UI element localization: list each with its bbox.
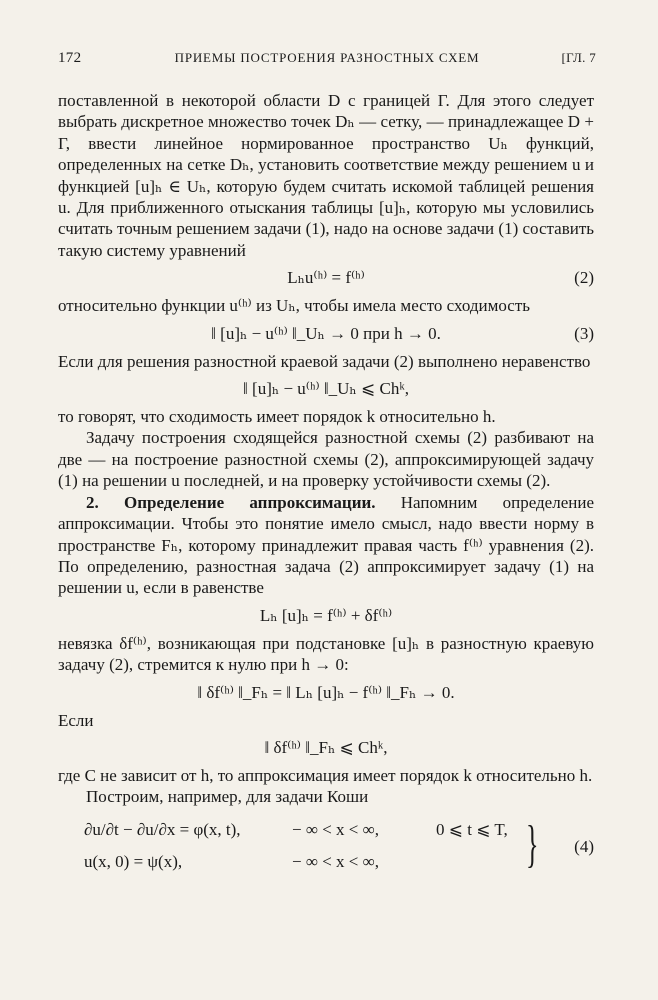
system-row-2-x-range: − ∞ < x < ∞, <box>292 851 380 871</box>
paragraph-9: где C не зависит от h, то аппроксимация имеет порядок k относительно h. <box>58 765 593 785</box>
paragraph-10: Построим, например, для задачи Коши <box>86 787 369 807</box>
paragraph-7: невязка δf⁽ʰ⁾, возникающая при подстановке [u]ₕ в разностную краевую задачу (2), стремится к нулю при h → 0: <box>58 633 594 675</box>
system-row-1-t-range: 0 ⩽ t ⩽ T, <box>436 819 508 839</box>
equation-4-number: (4) <box>574 836 594 856</box>
chapter-label: [ГЛ. 7 <box>561 50 596 65</box>
paragraph-8: Если <box>58 710 94 730</box>
paragraph-4: то говорят, что сходимость имеет порядок k относительно h. <box>58 407 496 427</box>
order-inequality-body: ‖ δf⁽ʰ⁾ ‖_Fₕ ⩽ Chᵏ, <box>264 737 388 757</box>
order-inequality <box>58 736 594 760</box>
residual-equation-body: ‖ δf⁽ʰ⁾ ‖_Fₕ = ‖ Lₕ [u]ₕ − f⁽ʰ⁾ ‖_Fₕ → 0. <box>197 682 455 702</box>
equation-3-number: (3) <box>574 323 594 343</box>
equation-2-body: Lₕu⁽ʰ⁾ = f⁽ʰ⁾ <box>287 268 365 288</box>
main-text <box>58 90 594 880</box>
equation-2 <box>58 266 594 290</box>
system-brace: } <box>526 815 539 873</box>
paragraph-6 <box>58 492 594 599</box>
running-header <box>58 50 596 72</box>
system-row-1-equation: ∂u/∂t − ∂u/∂x = φ(x, t), <box>84 819 241 839</box>
approximation-equation-body: Lₕ [u]ₕ = f⁽ʰ⁾ + δf⁽ʰ⁾ <box>259 605 393 625</box>
cauchy-problem-system <box>58 816 594 880</box>
convergence-inequality <box>58 377 594 401</box>
system-row-1 <box>84 816 544 844</box>
convergence-inequality-body: ‖ [u]ₕ − u⁽ʰ⁾ ‖_Uₕ ⩽ Chᵏ, <box>243 379 409 399</box>
paragraph-2: относительно функции u⁽ʰ⁾ из Uₕ, чтобы имела место сходимость <box>58 296 530 316</box>
system-row-2-equation: u(x, 0) = ψ(x), <box>84 851 183 871</box>
system-row-1-x-range: − ∞ < x < ∞, <box>292 819 380 839</box>
approximation-equation <box>58 604 594 628</box>
residual-equation <box>58 681 594 705</box>
page-number: 172 <box>58 50 82 66</box>
equation-2-number: (2) <box>574 268 594 288</box>
system-row-2 <box>84 848 544 876</box>
paragraph-6-text: Напомним определение аппроксимации. Чтобы это понятие имело смысл, надо ввести норму в пространстве Fₕ, которому принадлежит правая часть f⁽ʰ⁾ уравнения (2). По определению, разностная задача (2) аппроксимирует задачу (1) на решении u, если в равенстве <box>58 492 594 598</box>
paragraph-5: Задачу построения сходящейся разностной схемы (2) разбивают на две — на построение разностной схемы (2), аппроксимирующей задачу (1) на решении u последней, и на проверку устойчивости схемы (2). <box>58 428 594 491</box>
section-heading: 2. Определение аппроксимации. <box>86 492 376 512</box>
paragraph-1: поставленной в некоторой области D с границей Γ. Для этого следует выбрать дискретное множество точек Dₕ — сетку, — принадлежащее D + Γ, ввести линейное нормированное пространство Uₕ функций, определенных на сетке Dₕ, установить соответствие между решением u и функцией [u]ₕ ∈ Uₕ, которую будем считать искомой таблицей решения u. Для приближенного отыскания таблицы [u]ₕ, которую мы условились считать точным решением задачи (1), надо на основе задачи (1) составить такую систему уравнений <box>58 91 594 260</box>
running-title: ПРИЕМЫ ПОСТРОЕНИЯ РАЗНОСТНЫХ СХЕМ <box>174 50 480 65</box>
equation-3 <box>58 322 594 346</box>
paragraph-3: Если для решения разностной краевой задачи (2) выполнено неравенство <box>58 351 591 371</box>
equation-3-body: ‖ [u]ₕ − u⁽ʰ⁾ ‖_Uₕ → 0 при h → 0. <box>211 323 441 343</box>
